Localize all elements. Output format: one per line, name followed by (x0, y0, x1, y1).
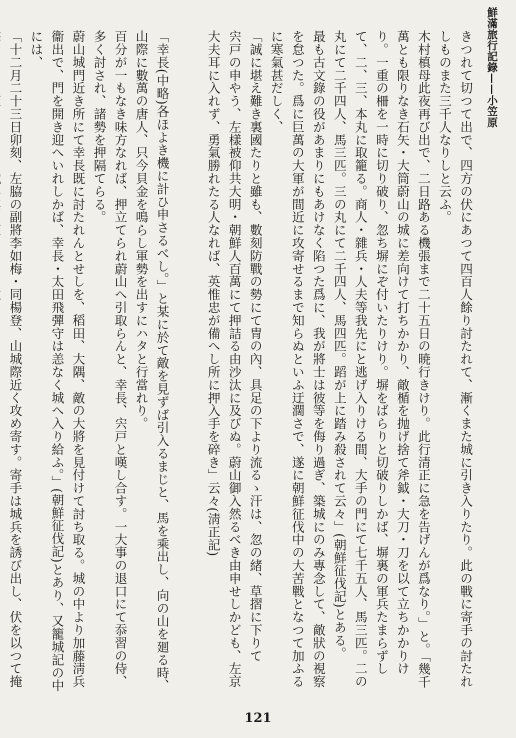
running-header: 鮮滿旅行記錄——小笠原 (486, 7, 498, 128)
paragraph: 最も古文錄の役があまりにもあけなく陷つた爲に、我が將士は彼等を侮り過ぎ、築城にのみ專念して、敵狀の視察を怠つた。爲に巨萬の大軍が間近に攻寄せるまで知らぬといふ迂濶さで、遂に朝鮮征伐中の大苦戰となつて加ふるに寒氣甚だしく、 (268, 30, 326, 688)
paragraph: 「幸長(中略)各ほよき機に計ひ申さるべし。」と某に於て敵を見ずば引入るまじと、馬を乘出し、向の山を廻る時、山際に數萬の唐人、只今貝金を鳴らし軍勢を出すにハタと行當れり。 (133, 30, 170, 693)
paragraph: 蔚山城門近き所にて幸長既に討たれんとせしを、稻田、大隅、敵の大將を見付けて討ち取る。城の中より加藤淸兵衞出で、門を開き迎へいれしかば、幸長・太田飛彈守は恙なく城へ入り給ふ。」(朝鮮征伐記)とあり、又籠城記の中には、 (28, 30, 86, 693)
page-number: 121 (244, 711, 272, 726)
body-text (7, 30, 476, 696)
paragraph: 木村槙母此夜再び出で、二日路ある機張まで二十五日の暁行きけり。此行清正に急を告げんが爲なり。」と。「幾千萬とも限りなき石矢・大筒蔚山の城に差向けて打ちかかり、敵楯を抛げ捨て斧鉞・大刀・刀を以て立ちかかりけり。一重の柵を一時に切り破り、忽ち塀にぞ付いたりけり。塀をばらりと切破りしかば、塀裏の軍兵たまらずして、二、三、本丸に取籠る。商人・雜兵・人夫等我先にと逃げ入りける間、大手の門にて七千五人、馬三匹。二の丸にて二千四人、馬三匹。三の丸にて二千四人、馬四匹。蹈が上に踏み殺されて云々」(朝鮮征伐記)とある。 (331, 30, 431, 689)
paragraph: 宍戸の申やう、左樣被仰共大明・朝鮮人百萬にて押詰る由沙汰に及びぬ。蔚山御入然るべき由申せしかども、左京大夫耳に入れず、勇氣勝れたる人なれば、英惟忠が備へし所に押入手を碎き」云々(淸正記) (205, 30, 242, 688)
paragraph: 「十二月二十三日卯刻、左脇の副將李如梅・同楊登、山城際近く攻め寄す。寄手は城兵を誘び出し、伏を以つて掩 (7, 30, 23, 688)
paragraph: 「誠に堪え難き裏國たりと雖も、數刻防戰の勢にて冑の內、具足の下より流るゝ汗は、忽の緒、草摺に下りて (247, 30, 263, 663)
paragraph: きつれて切つて出で、四方の伏にあつて四百人餘り討たれて、漸くまた城に引き入りたり。此の戰に寄手の討たれしものまた三千人なりしと云ふ。 (436, 30, 473, 688)
paragraph: 百分が一もなき味方なれば、押立てられ蔚山へ引取らんと、幸長、宍戸と嘆し合す。一大事の退口にて忝習の侍、多く討され、諸勢を押隔てらる。 (91, 30, 128, 688)
